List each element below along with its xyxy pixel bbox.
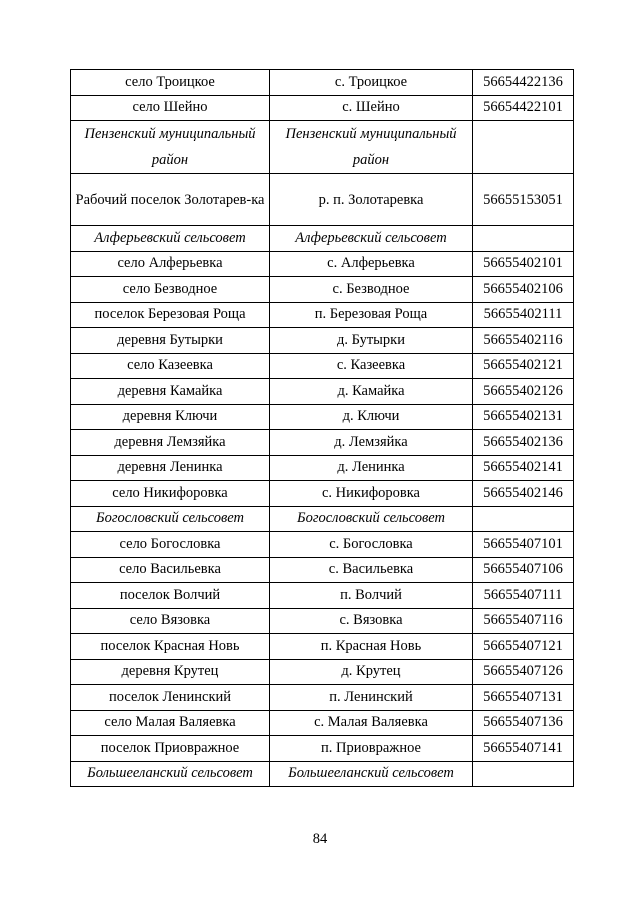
settlement-short-name-cell: с. Вязовка — [270, 608, 473, 634]
settlement-short-name-cell: с. Троицкое — [270, 70, 473, 96]
oktmo-code-cell: 56655402141 — [473, 455, 574, 481]
settlement-name-cell: село Малая Валяевка — [71, 710, 270, 736]
settlement-short-name-cell: п. Березовая Роща — [270, 302, 473, 328]
settlement-name-cell: поселок Волчий — [71, 583, 270, 609]
settlement-name-cell: село Троицкое — [71, 70, 270, 96]
settlement-name-cell: село Безводное — [71, 277, 270, 303]
settlement-short-name-cell: д. Лемзяйка — [270, 430, 473, 456]
oktmo-code-cell: 56655407131 — [473, 685, 574, 711]
settlement-name-cell: Богословский сельсовет — [71, 506, 270, 532]
settlement-name-cell: Алферьевский сельсовет — [71, 226, 270, 252]
settlement-name-cell: Пензенский муниципальный район — [71, 121, 270, 174]
settlement-short-name-cell: д. Ключи — [270, 404, 473, 430]
settlement-short-name-cell: Богословский сельсовет — [270, 506, 473, 532]
oktmo-code-cell: 56655402106 — [473, 277, 574, 303]
settlement-short-name-cell: с. Малая Валяевка — [270, 710, 473, 736]
settlement-name-cell: деревня Бутырки — [71, 328, 270, 354]
table-section-row — [71, 506, 574, 532]
oktmo-code-cell — [473, 506, 574, 532]
table-row — [71, 659, 574, 685]
settlement-short-name-cell: с. Шейно — [270, 95, 473, 121]
table-row — [71, 710, 574, 736]
settlement-short-name-cell: р. п. Золотаревка — [270, 174, 473, 226]
settlement-short-name-cell: п. Красная Новь — [270, 634, 473, 660]
oktmo-code-cell: 56655402126 — [473, 379, 574, 405]
table-row — [71, 583, 574, 609]
settlement-name-cell: поселок Ленинский — [71, 685, 270, 711]
oktmo-code-cell: 56655407126 — [473, 659, 574, 685]
oktmo-code-cell: 56654422136 — [473, 70, 574, 96]
table-row — [71, 532, 574, 558]
table-row — [71, 455, 574, 481]
oktmo-code-cell: 56655402111 — [473, 302, 574, 328]
settlement-name-cell: село Алферьевка — [71, 251, 270, 277]
oktmo-code-cell: 56655402146 — [473, 481, 574, 507]
settlement-short-name-cell: с. Богословка — [270, 532, 473, 558]
table-section-row — [71, 761, 574, 787]
oktmo-code-cell: 56655407111 — [473, 583, 574, 609]
settlement-short-name-cell: п. Ленинский — [270, 685, 473, 711]
table-row — [71, 404, 574, 430]
settlement-name-cell: Рабочий поселок Золотарев-ка — [71, 174, 270, 226]
table-row — [71, 736, 574, 762]
table-row — [71, 430, 574, 456]
table-row — [71, 251, 574, 277]
oktmo-code-cell — [473, 121, 574, 174]
oktmo-code-cell: 56655402136 — [473, 430, 574, 456]
table-row — [71, 634, 574, 660]
oktmo-code-cell: 56655402131 — [473, 404, 574, 430]
table-row — [71, 95, 574, 121]
settlement-name-cell: деревня Лемзяйка — [71, 430, 270, 456]
oktmo-code-cell — [473, 226, 574, 252]
table-row — [71, 481, 574, 507]
settlements-table — [70, 69, 574, 787]
settlement-short-name-cell: п. Волчий — [270, 583, 473, 609]
settlement-name-cell: село Казеевка — [71, 353, 270, 379]
settlement-short-name-cell: д. Ленинка — [270, 455, 473, 481]
oktmo-code-cell: 56655402116 — [473, 328, 574, 354]
table-row — [71, 174, 574, 226]
settlement-short-name-cell: п. Приовражное — [270, 736, 473, 762]
oktmo-code-cell: 56655153051 — [473, 174, 574, 226]
table-row — [71, 277, 574, 303]
page-number: 84 — [312, 831, 328, 847]
settlement-short-name-cell: Большееланский сельсовет — [270, 761, 473, 787]
settlement-short-name-cell: с. Васильевка — [270, 557, 473, 583]
table-row — [71, 557, 574, 583]
settlement-short-name-cell: с. Казеевка — [270, 353, 473, 379]
settlement-name-cell: деревня Ключи — [71, 404, 270, 430]
table-row — [71, 70, 574, 96]
settlement-name-cell: село Никифоровка — [71, 481, 270, 507]
oktmo-code-cell: 56655407116 — [473, 608, 574, 634]
settlement-short-name-cell: с. Алферьевка — [270, 251, 473, 277]
settlement-name-cell: деревня Камайка — [71, 379, 270, 405]
settlement-name-cell: деревня Крутец — [71, 659, 270, 685]
settlement-name-cell: поселок Приовражное — [71, 736, 270, 762]
settlement-short-name-cell: д. Крутец — [270, 659, 473, 685]
table-section-row — [71, 226, 574, 252]
settlement-name-cell: Большееланский сельсовет — [71, 761, 270, 787]
oktmo-code-cell: 56655407136 — [473, 710, 574, 736]
table-row — [71, 379, 574, 405]
table-row — [71, 608, 574, 634]
oktmo-code-cell: 56655402121 — [473, 353, 574, 379]
settlement-name-cell: село Вязовка — [71, 608, 270, 634]
settlement-short-name-cell: с. Безводное — [270, 277, 473, 303]
settlement-name-cell: поселок Березовая Роща — [71, 302, 270, 328]
table-section-row — [71, 121, 574, 174]
settlement-short-name-cell: д. Камайка — [270, 379, 473, 405]
settlement-name-cell: поселок Красная Новь — [71, 634, 270, 660]
settlement-short-name-cell: с. Никифоровка — [270, 481, 473, 507]
settlement-name-cell: село Васильевка — [71, 557, 270, 583]
oktmo-code-cell: 56655402101 — [473, 251, 574, 277]
settlement-name-cell: село Шейно — [71, 95, 270, 121]
settlement-short-name-cell: д. Бутырки — [270, 328, 473, 354]
table-row — [71, 353, 574, 379]
table-row — [71, 685, 574, 711]
settlements-table-body — [71, 70, 574, 787]
oktmo-code-cell: 56655407101 — [473, 532, 574, 558]
settlement-short-name-cell: Алферьевский сельсовет — [270, 226, 473, 252]
oktmo-code-cell: 56655407106 — [473, 557, 574, 583]
settlement-name-cell: деревня Ленинка — [71, 455, 270, 481]
table-row — [71, 302, 574, 328]
oktmo-code-cell — [473, 761, 574, 787]
oktmo-code-cell: 56655407141 — [473, 736, 574, 762]
settlement-name-cell: село Богословка — [71, 532, 270, 558]
oktmo-code-cell: 56655407121 — [473, 634, 574, 660]
table-row — [71, 328, 574, 354]
oktmo-code-cell: 56654422101 — [473, 95, 574, 121]
settlement-short-name-cell: Пензенский муниципальный район — [270, 121, 473, 174]
